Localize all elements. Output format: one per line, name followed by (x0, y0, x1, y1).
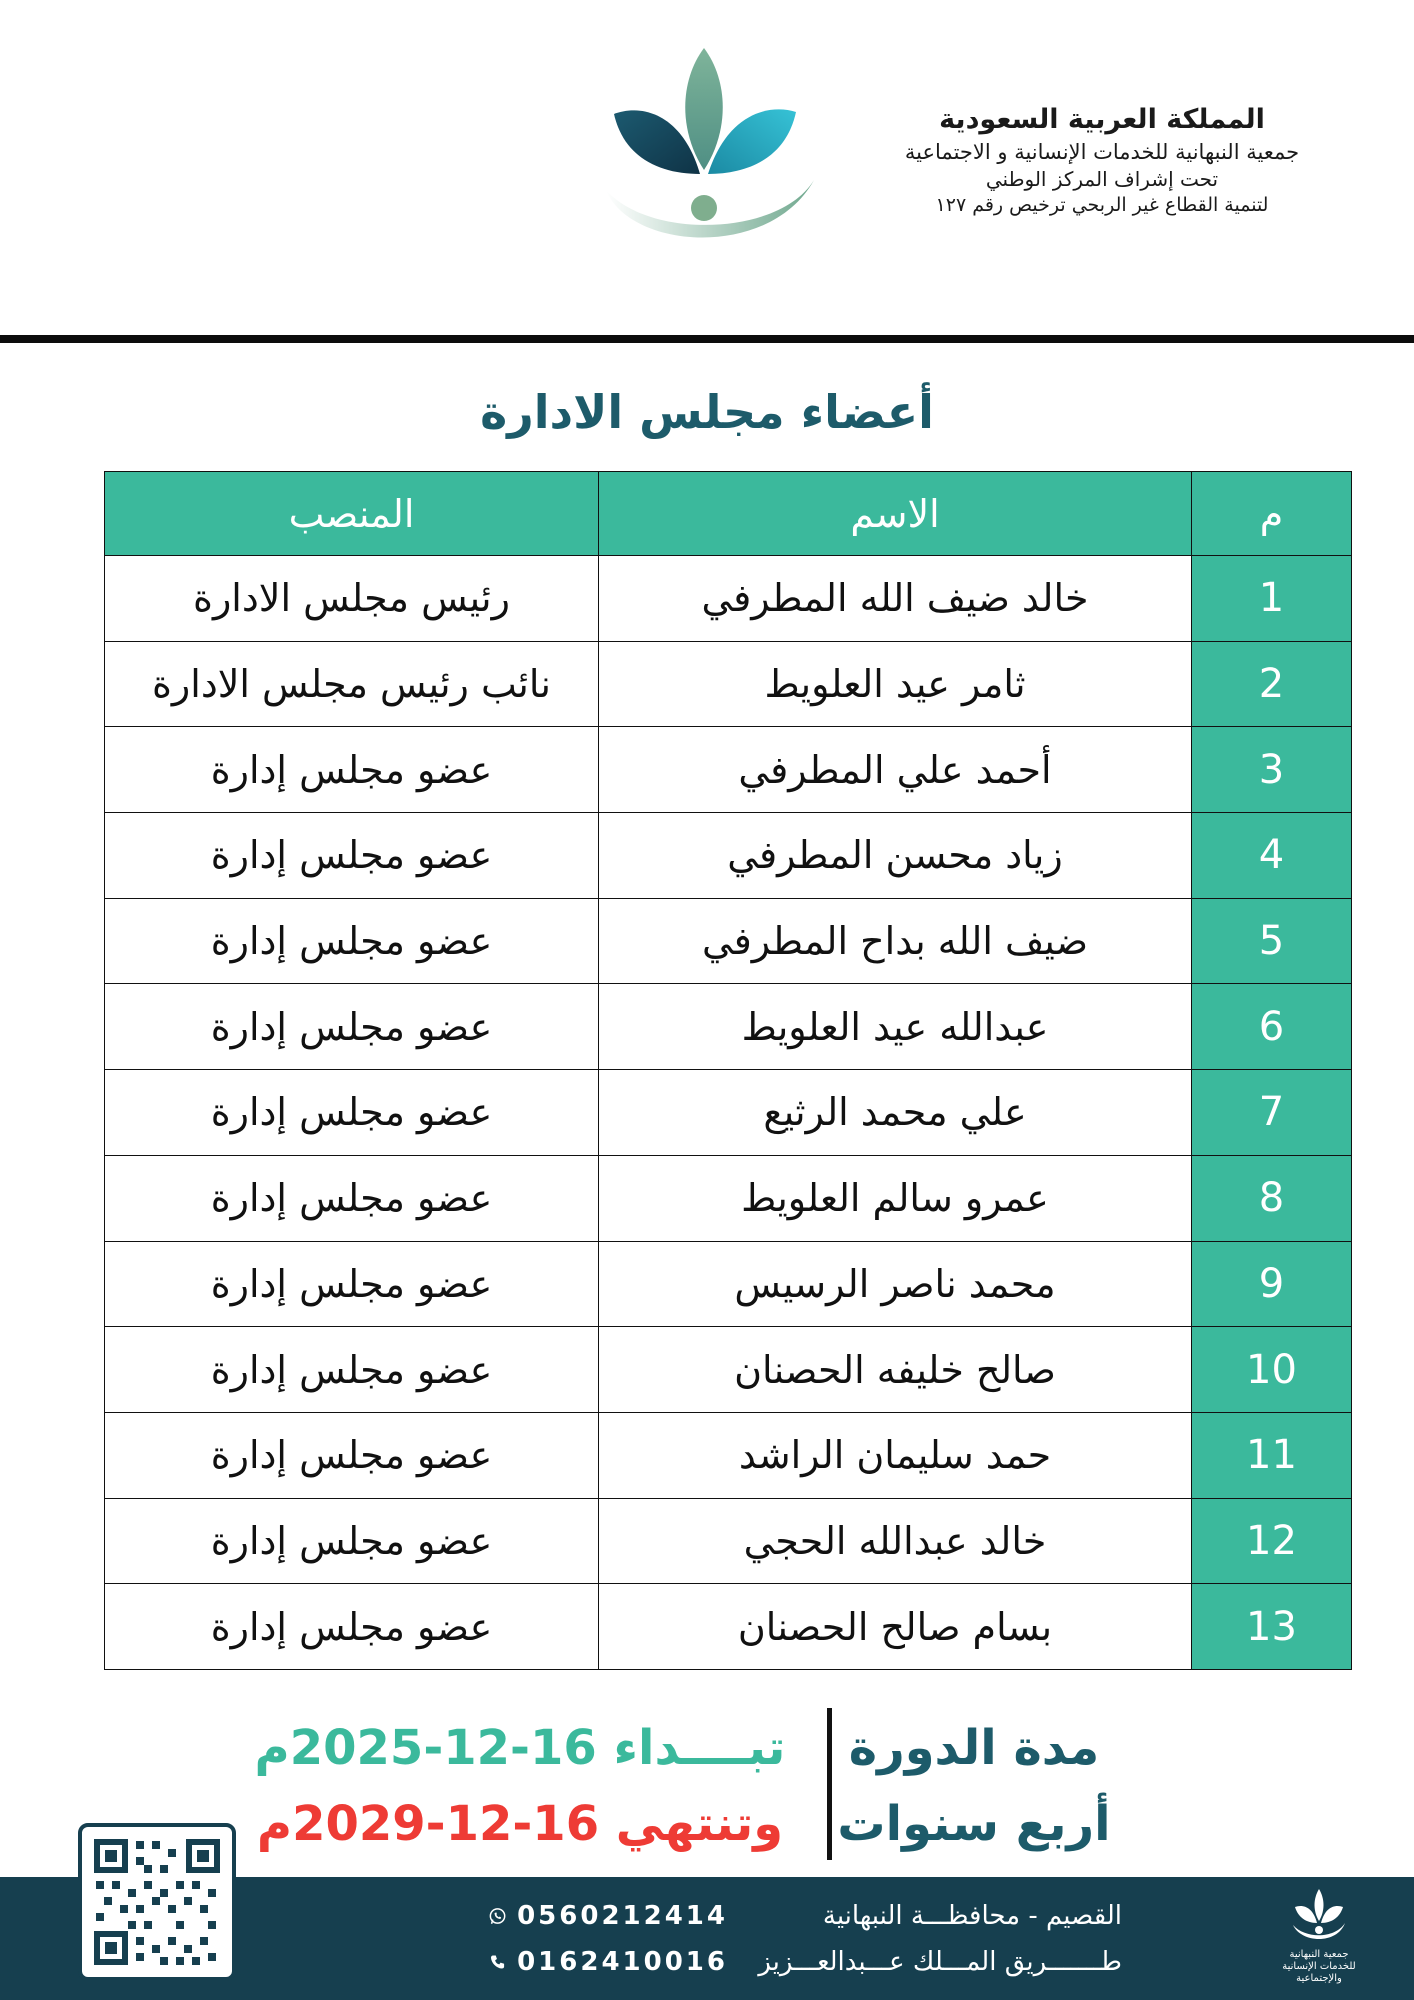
term-start-date: تبــــداء 16-12-2025م (254, 1720, 786, 1776)
member-name: خالد عبدالله الحجي (599, 1498, 1192, 1584)
member-position: عضو مجلس إدارة (105, 898, 599, 984)
row-number: 12 (1192, 1498, 1352, 1584)
table-row (105, 556, 1352, 642)
table-row (105, 1070, 1352, 1156)
term-dates (250, 1710, 790, 1862)
member-position: عضو مجلس إدارة (105, 1155, 599, 1241)
member-name: علي محمد الرثيع (599, 1070, 1192, 1156)
license-line: لتنمية القطاع غير الربحي ترخيص رقم ١٢٧ (935, 194, 1269, 216)
row-number: 3 (1192, 727, 1352, 813)
member-position: عضو مجلس إدارة (105, 1327, 599, 1413)
row-number: 7 (1192, 1070, 1352, 1156)
member-name: أحمد علي المطرفي (599, 727, 1192, 813)
row-number: 5 (1192, 898, 1352, 984)
table-row (105, 1241, 1352, 1327)
phone-contact[interactable] (488, 1939, 728, 1985)
table-row (105, 1498, 1352, 1584)
address-line-2: طـــــــريق المـــلك عـــبدالعـــزيز (758, 1947, 1122, 1977)
term-title: مدة الدورة (848, 1720, 1100, 1776)
member-name: زياد محسن المطرفي (599, 813, 1192, 899)
footer-logo-icon (1289, 1885, 1349, 1945)
term-separator (827, 1708, 832, 1860)
row-number: 11 (1192, 1412, 1352, 1498)
member-name: عبدالله عيد العلويط (599, 984, 1192, 1070)
term-end-date: وتنتهي 16-12-2029م (256, 1796, 784, 1852)
row-number: 13 (1192, 1584, 1352, 1670)
member-position: عضو مجلس إدارة (105, 1412, 599, 1498)
organization-header (822, 102, 1382, 218)
whatsapp-contact[interactable] (488, 1893, 728, 1939)
row-number: 10 (1192, 1327, 1352, 1413)
footer-logo-caption: جمعية النبهانية للخدمات الإنسانية والإجتماعية (1282, 1949, 1356, 1984)
qr-code[interactable] (78, 1823, 236, 1981)
table-header-row (105, 472, 1352, 556)
term-label (834, 1710, 1114, 1862)
member-position: عضو مجلس إدارة (105, 727, 599, 813)
member-name: ثامر عيد العلويط (599, 641, 1192, 727)
whatsapp-icon (488, 1900, 507, 1932)
address-line-1: القصيم - محافظـــة النبهانية (822, 1901, 1122, 1931)
member-name: محمد ناصر الرسيس (599, 1241, 1192, 1327)
member-name: صالح خليفه الحصنان (599, 1327, 1192, 1413)
table-row (105, 1584, 1352, 1670)
column-header-name: الاسم (599, 472, 1192, 556)
header-divider (0, 335, 1414, 343)
member-position: عضو مجلس إدارة (105, 1498, 599, 1584)
supervision-line: تحت إشراف المركز الوطني (985, 167, 1219, 191)
member-position: عضو مجلس إدارة (105, 813, 599, 899)
whatsapp-number: 0560212414 (517, 1901, 728, 1931)
term-duration: أربع سنوات (837, 1796, 1111, 1852)
member-position: عضو مجلس إدارة (105, 1584, 599, 1670)
row-number: 1 (1192, 556, 1352, 642)
table-row (105, 641, 1352, 727)
footer-logo (1274, 1885, 1364, 1995)
board-members-table (104, 471, 1352, 1670)
table-row (105, 984, 1352, 1070)
member-name: حمد سليمان الراشد (599, 1412, 1192, 1498)
member-position: نائب رئيس مجلس الادارة (105, 641, 599, 727)
footer-address (742, 1893, 1122, 1985)
table-row (105, 898, 1352, 984)
organization-logo (600, 40, 820, 260)
row-number: 2 (1192, 641, 1352, 727)
row-number: 6 (1192, 984, 1352, 1070)
member-name: ضيف الله بداح المطرفي (599, 898, 1192, 984)
phone-number: 0162410016 (517, 1947, 728, 1977)
member-position: عضو مجلس إدارة (105, 984, 599, 1070)
qr-code-graphic (90, 1835, 224, 1969)
organization-name: جمعية النبهانية للخدمات الإنسانية و الاجتماعية (904, 140, 1300, 164)
column-header-position: المنصب (105, 472, 599, 556)
country-name: المملكة العربية السعودية (939, 104, 1265, 135)
member-position: رئيس مجلس الادارة (105, 556, 599, 642)
member-name: خالد ضيف الله المطرفي (599, 556, 1192, 642)
member-position: عضو مجلس إدارة (105, 1070, 599, 1156)
column-header-number: م (1192, 472, 1352, 556)
row-number: 9 (1192, 1241, 1352, 1327)
member-name: عمرو سالم العلويط (599, 1155, 1192, 1241)
member-name: بسام صالح الحصنان (599, 1584, 1192, 1670)
table-row (105, 1327, 1352, 1413)
page-title: أعضاء مجلس الادارة (480, 385, 934, 439)
row-number: 8 (1192, 1155, 1352, 1241)
row-number: 4 (1192, 813, 1352, 899)
table-row (105, 1412, 1352, 1498)
table-row (105, 813, 1352, 899)
table-row (105, 1155, 1352, 1241)
member-position: عضو مجلس إدارة (105, 1241, 599, 1327)
contact-numbers (488, 1893, 728, 1985)
phone-icon (488, 1946, 507, 1978)
table-row (105, 727, 1352, 813)
